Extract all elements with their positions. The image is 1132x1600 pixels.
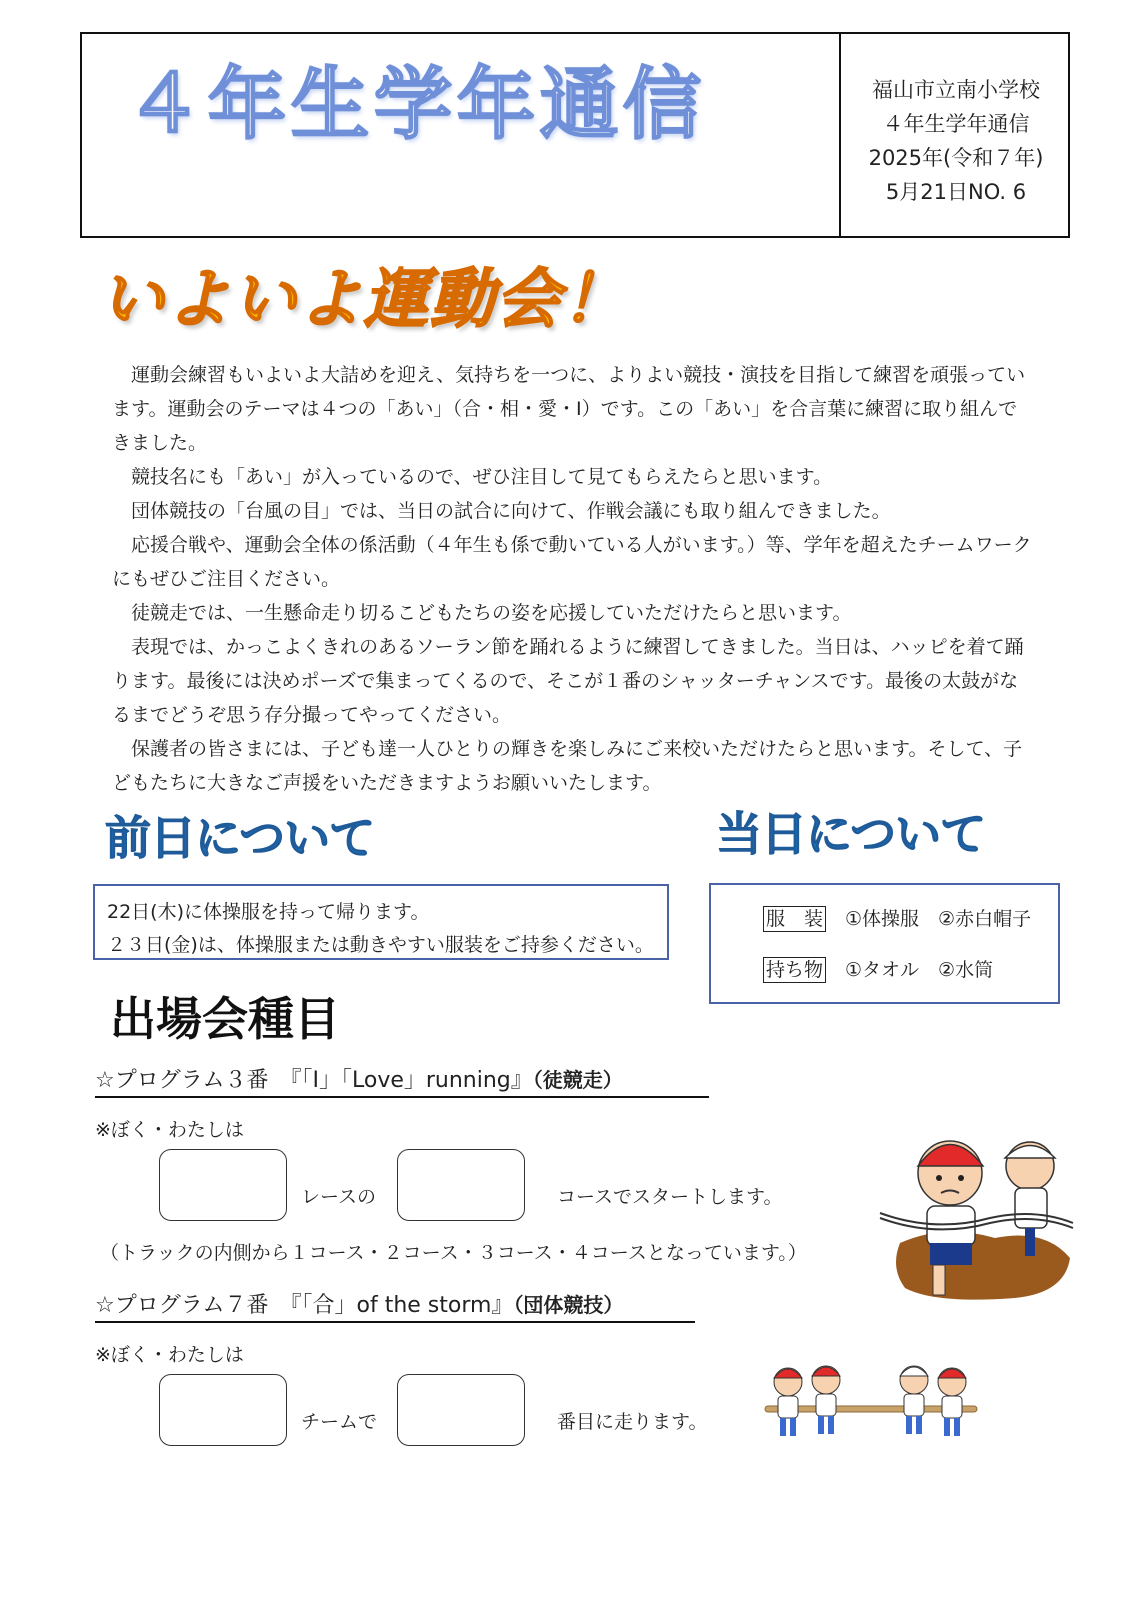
runner-illustration: [875, 1118, 1075, 1304]
before-line: 22日(木)に体操服を持って帰ります。: [107, 901, 430, 923]
program-7-name: ☆プログラム７番 『「合」of the storm』: [95, 1293, 514, 1318]
paragraph: 運動会練習もいよいよ大詰めを迎え、気持ちを一つに、よりよい競技・演技を目指して練習を頑張っています。運動会のテーマは４つの「あい」（合・相・愛・I）です。この「あい」を合言葉に練習に取り組んできました。: [112, 364, 1026, 454]
program-3-name: ☆プログラム３番 『「I」「Love」running』: [95, 1068, 533, 1093]
header-divider: [839, 32, 841, 238]
program-7-mid: チームで: [301, 1411, 378, 1433]
day-info-box: [709, 883, 1060, 1004]
body-text: [112, 358, 1032, 800]
paragraph: 団体競技の「台風の目」では、当日の試合に向けて、作戦会議にも取り組んできました。: [131, 500, 891, 522]
clothes-label: 服 装: [763, 906, 826, 932]
program-3-mid: レースの: [301, 1186, 377, 1208]
items-label: 持ち物: [763, 957, 826, 983]
race-number-blank[interactable]: [159, 1149, 287, 1221]
day-heading: 当日について: [716, 807, 986, 861]
program-7-end: 番目に走ります。: [557, 1411, 708, 1433]
paragraph: 保護者の皆さまには、子ども達一人ひとりの輝きを楽しみにご来校いただけたらと思います。そして、子どもたちに大きなご声援をいただきますようお願いいたします。: [112, 738, 1023, 794]
issue-year: 2025年(令和７年): [868, 146, 1044, 170]
program-3-category: （徒競走）: [532, 1068, 623, 1092]
program-3-note: （トラックの内側から１コース・２コース・３コース・４コースとなっています。）: [100, 1242, 807, 1264]
clothes-items: ①体操服 ②赤白帽子: [845, 908, 1032, 930]
before-heading: 前日について: [105, 811, 375, 865]
events-title: 出場会種目: [110, 992, 340, 1046]
banner-title: ４年生学年通信: [125, 60, 707, 150]
before-line: ２３日(金)は、体操服または動きやすい服装をご持参ください。: [107, 934, 654, 956]
program-3-end: コースでスタートします。: [557, 1186, 783, 1208]
program-7-lead: ※ぼく・わたしは: [95, 1344, 244, 1366]
order-blank[interactable]: [397, 1374, 525, 1446]
publication-name: ４年生学年通信: [882, 112, 1030, 136]
program-3-title: [95, 1070, 709, 1098]
program-7-category: （団体競技）: [513, 1293, 624, 1317]
program-3-lead: ※ぼく・わたしは: [95, 1119, 244, 1141]
before-info-box: [93, 884, 669, 960]
items-items: ①タオル ②水筒: [845, 959, 994, 981]
program-7-title: [95, 1295, 695, 1323]
school-name: 福山市立南小学校: [872, 78, 1040, 102]
paragraph: 徒競走では、一生懸命走り切るこどもたちの姿を応援していただけたらと思います。: [131, 602, 852, 624]
paragraph: 応援合戦や、運動会全体の係活動（４年生も係で動いている人がいます。）等、学年を超えたチームワークにもぜひご注目ください。: [112, 534, 1032, 590]
team-blank[interactable]: [159, 1374, 287, 1446]
paragraph: 競技名にも「あい」が入っているので、ぜひ注目して見てもらえたらと思います。: [131, 466, 833, 488]
team-race-illustration: [760, 1340, 980, 1448]
paragraph: 表現では、かっこよくきれのあるソーラン節を踊れるように練習してきました。当日は、ハッピを着て踊ります。最後には決めポーズで集まってくるので、そこが１番のシャッターチャンスです。最後の太鼓がなるまでどうぞ思う存分撮ってやってください。: [112, 636, 1024, 726]
course-number-blank[interactable]: [397, 1149, 525, 1221]
headline: いよいよ運動会！: [100, 263, 628, 337]
issue-number: 5月21日NO. 6: [885, 180, 1027, 204]
